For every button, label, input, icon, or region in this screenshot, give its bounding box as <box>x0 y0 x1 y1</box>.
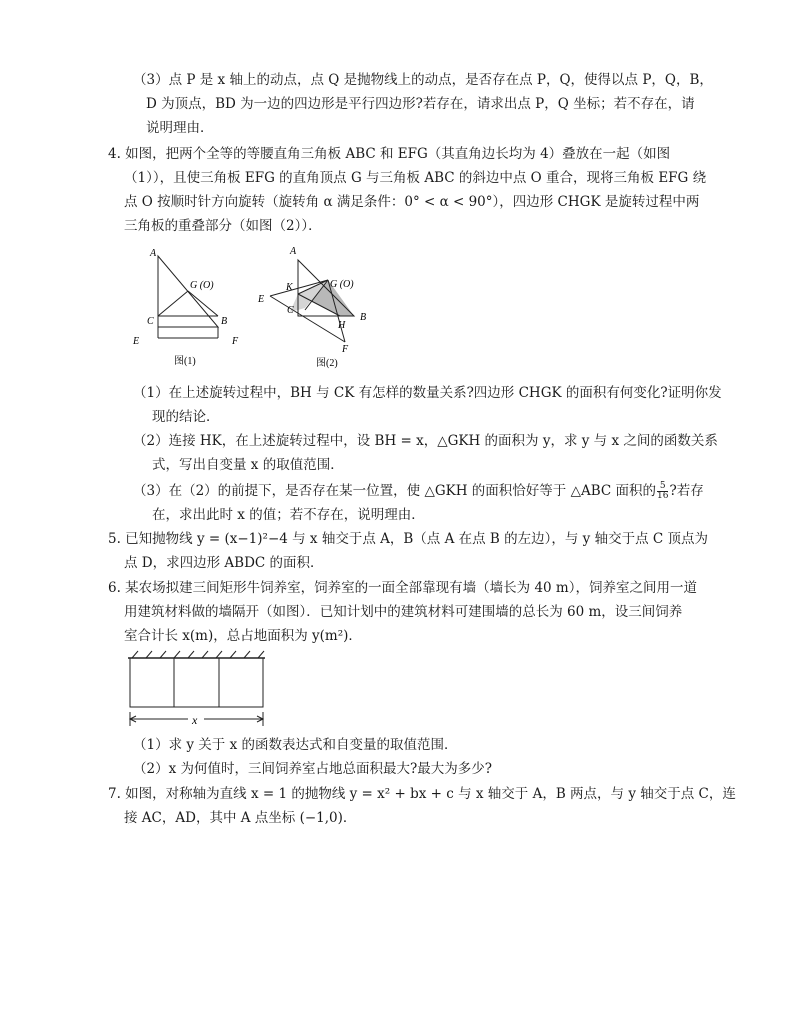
fig2-label-f: F <box>342 344 349 355</box>
q3-line-1: （3）点 P 是 x 轴上的动点，点 Q 是抛物线上的动点，是否存在点 P，Q，使得以点 P，Q，B， <box>133 72 713 88</box>
q4-stem-4: 三角板的重叠部分（如图（2））． <box>124 218 322 234</box>
q7-line-2: 接 AC，AD，其中 A 点坐标 (−1,0)． <box>124 810 357 826</box>
q6-stem-1: 6. 某农场拟建三间矩形牛饲养室，饲养室的一面全部靠现有墙（墙长为 40 m），饲养室之间用一道 <box>108 580 697 596</box>
q6-stem-2: 用建筑材料做的墙隔开（如图）．已知计划中的建筑材料可建围墙的总长为 60 m，设三间饲养 <box>124 604 683 620</box>
q4-sub1-line-1: （1）在上述旋转过程中，BH 与 CK 有怎样的数量关系?四边形 CHGK 的面积有何变化?证明你发 <box>133 385 722 401</box>
q6-figure-label-x: x <box>192 713 198 727</box>
fig2-caption: 图(2) <box>316 358 338 369</box>
fig1-caption: 图(1) <box>174 356 196 367</box>
q6-figure-rooms <box>124 650 270 730</box>
fig1-label-a: A <box>150 248 157 259</box>
q4-figure-2 <box>250 240 380 375</box>
fraction-5-16: $\frac{5}{16}$ <box>657 481 669 501</box>
q4-sub1-line-2: 现的结论． <box>152 409 220 425</box>
fig2-label-g: G (O) <box>330 279 354 290</box>
fig1-label-g: G (O) <box>190 280 214 291</box>
q3-line-3: 说明理由． <box>146 120 214 136</box>
q4-sub3-line-2: 在，求出此时 x 的值；若不存在，说明理由． <box>152 507 425 523</box>
q6-stem-3: 室合计长 x(m)，总占地面积为 y(m²)． <box>124 628 362 644</box>
q4-sub2-line-1: （2）连接 HK，在上述旋转过程中，设 BH = x，△GKH 的面积为 y，求 y 与 x 之间的函数关系 <box>133 433 718 449</box>
q5-line-2: 点 D，求四边形 ABDC 的面积． <box>124 555 324 571</box>
q5-line-1: 5. 已知抛物线 y = (x−1)²−4 与 x 轴交于点 A，B（点 A 在点 B 的左边），与 y 轴交于点 C 顶点为 <box>108 531 708 547</box>
q4-figure-1 <box>128 240 248 370</box>
fig1-label-e: E <box>133 336 140 347</box>
q6-sub1: （1）求 y 关于 x 的函数表达式和自变量的取值范围． <box>133 737 458 753</box>
q4-sub2-line-2: 式，写出自变量 x 的取值范围． <box>152 457 344 473</box>
q3-line-2: D 为顶点，BD 为一边的四边形是平行四边形?若存在，请求出点 P，Q 坐标；若不存在，请 <box>146 96 695 112</box>
fig2-label-k: K <box>286 282 293 293</box>
fig2-label-e: E <box>258 294 265 305</box>
fig1-label-f: F <box>232 336 239 347</box>
fig2-label-h: H <box>338 320 346 331</box>
q4-stem-3: 点 O 按顺时针方向旋转（旋转角 α 满足条件：0° < α < 90°），四边形 CHGK 是旋转过程中两 <box>124 194 700 210</box>
fig2-label-c: C <box>287 305 294 316</box>
q4-stem-1: 4. 如图，把两个全等的等腰直角三角板 ABC 和 EFG（其直角边长均为 4）叠放在一起（如图 <box>108 146 671 162</box>
q6-sub2: （2）x 为何值时，三间饲养室占地总面积最大?最大为多少? <box>133 761 492 777</box>
q4-stem-2: （1）），且使三角板 EFG 的直角顶点 G 与三角板 ABC 的斜边中点 O 重合，现将三角板 EFG 绕 <box>124 170 707 186</box>
q4-sub3-line-1: （3）在（2）的前提下，是否存在某一位置，使 △GKH 的面积恰好等于 △ABC 面积的 $\frac{5}{16}$ ?若存 <box>133 481 704 501</box>
fig2-label-b: B <box>360 312 367 323</box>
q7-line-1: 7. 如图，对称轴为直线 x = 1 的抛物线 y = x² + bx + c 与 x 轴交于 A，B 两点，与 y 轴交于点 C，连 <box>108 786 736 802</box>
fig2-label-a: A <box>290 246 297 257</box>
fig1-label-b: B <box>221 316 228 327</box>
fig1-label-c: C <box>147 316 154 327</box>
